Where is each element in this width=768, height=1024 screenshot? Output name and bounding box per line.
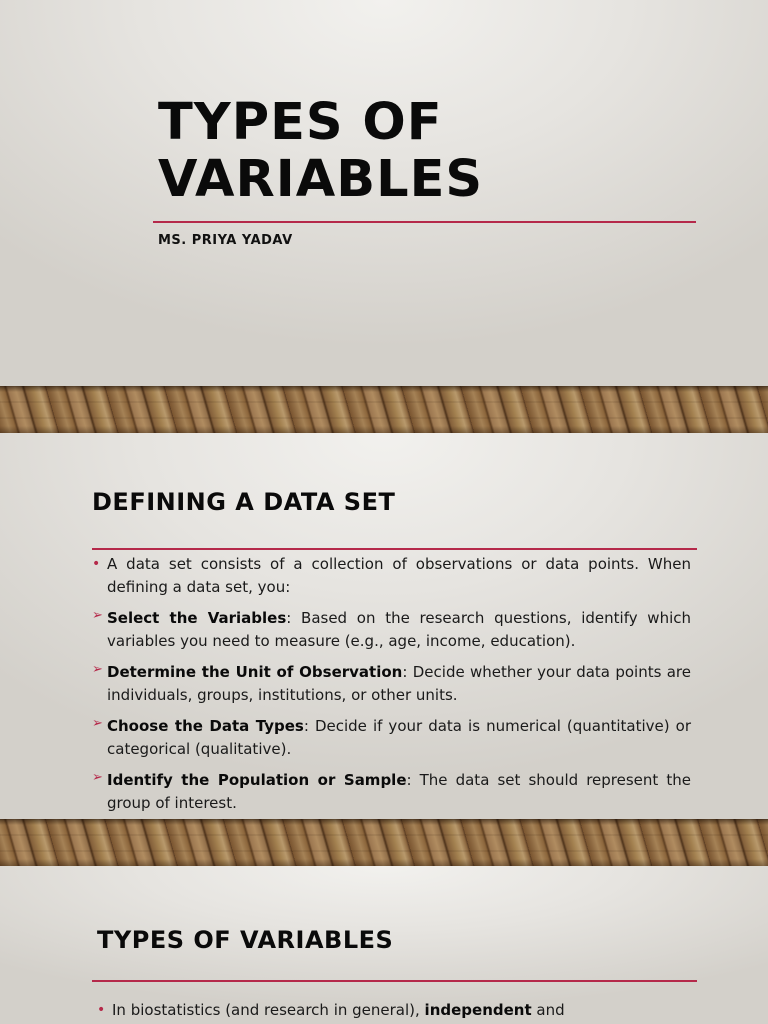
- item-text: : Decide whether your data points are individuals, groups, institutions, or other units.: [107, 663, 691, 704]
- dot-bullet-icon: •: [92, 556, 101, 572]
- line-start: In biostatistics (and research in general),: [112, 1001, 425, 1019]
- arrow-bullet-icon: ➢: [92, 716, 103, 731]
- item-term: Select the Variables: [107, 609, 287, 627]
- list-item: [92, 715, 691, 761]
- item-term: Determine the Unit of Observation: [107, 663, 403, 681]
- slide-2: [0, 433, 768, 819]
- intro-text: A data set consists of a collection of observations or data points. When defining a data set, you:: [107, 555, 691, 596]
- arrow-bullet-icon: ➢: [92, 770, 103, 785]
- slide-title: TYPES OF VARIABLES: [158, 93, 484, 209]
- line-end: and: [531, 1001, 565, 1019]
- author-name: MS. PRIYA YADAV: [158, 233, 293, 248]
- wood-floor-divider: [0, 819, 768, 866]
- item-term: Identify the Population or Sample: [107, 771, 407, 789]
- title-divider: [153, 221, 696, 223]
- dot-bullet-icon: •: [97, 1002, 106, 1018]
- list-item: [92, 661, 691, 707]
- arrow-bullet-icon: ➢: [92, 608, 103, 623]
- item-text: : Decide if your data is numerical (quantitative) or categorical (qualitative).: [107, 717, 691, 758]
- list-item: [92, 607, 691, 653]
- list-item: [97, 999, 692, 1022]
- arrow-bullet-icon: ➢: [92, 662, 103, 677]
- slide-1: [0, 0, 768, 386]
- item-text: : The data set should represent the group of interest.: [107, 771, 691, 812]
- slide-3: [0, 866, 768, 1024]
- heading-divider: [92, 980, 697, 982]
- bullet-list: [97, 999, 692, 1024]
- item-text: : Based on the research questions, identify which variables you need to measure (e.g., age, income, education).: [107, 609, 691, 650]
- list-item: [92, 553, 691, 599]
- item-term: Choose the Data Types: [107, 717, 304, 735]
- slide-heading: TYPES OF VARIABLES: [97, 926, 394, 954]
- bullet-list: [92, 553, 691, 819]
- slide-heading: DEFINING A DATA SET: [92, 488, 396, 516]
- wood-floor-divider: [0, 386, 768, 433]
- line-bold: independent: [424, 1001, 532, 1019]
- heading-divider: [92, 548, 697, 550]
- list-item: [92, 769, 691, 815]
